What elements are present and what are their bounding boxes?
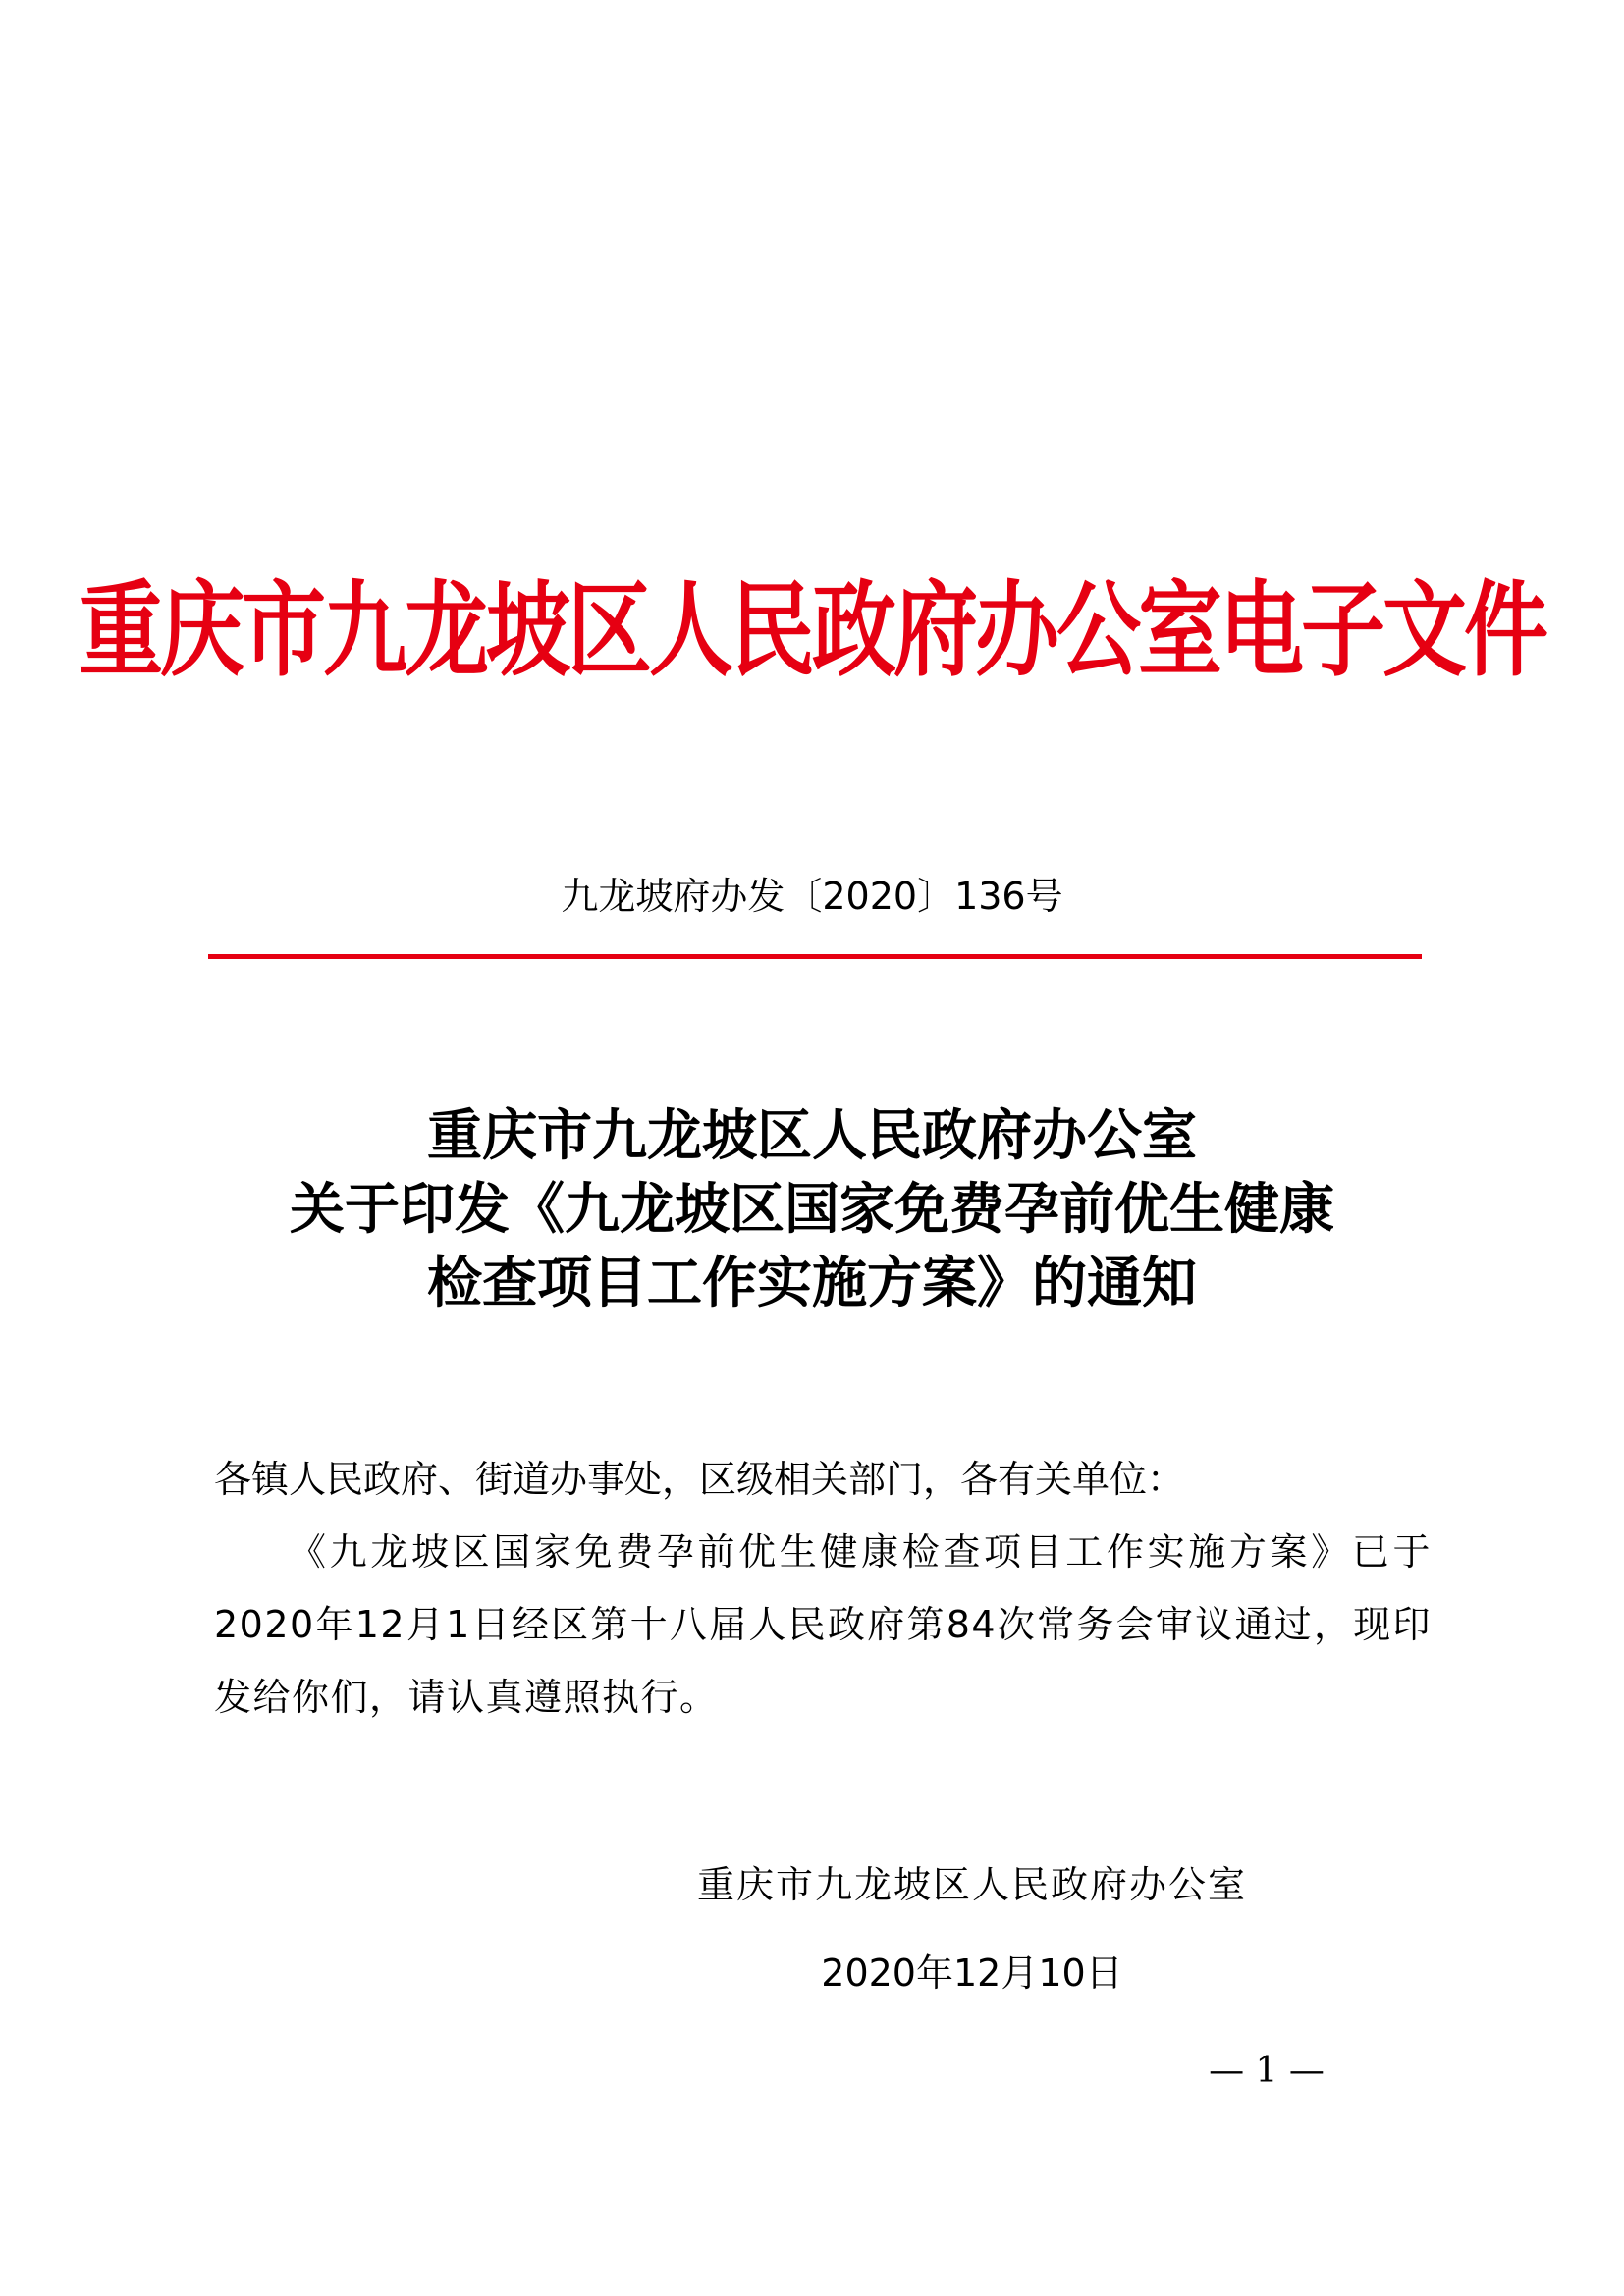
document-number: 九龙坡府办发〔2020〕136号	[561, 875, 1063, 918]
issue-date: 2020年12月10日	[821, 1951, 1123, 1995]
page-number: — 1 —	[1209, 2051, 1325, 2091]
title-line-1: 重庆市九龙坡区人民政府办公室	[427, 1103, 1197, 1168]
issuer-signature: 重庆市九龙坡区人民政府办公室	[696, 1863, 1247, 1906]
title-line-2: 关于印发《九龙坡区国家免费孕前优生健康	[290, 1177, 1334, 1242]
masthead-title: 重庆市九龙坡区人民政府办公室电子文件	[79, 571, 1545, 692]
title-line-3: 检查项目工作实施方案》的通知	[427, 1251, 1197, 1315]
salutation: 各镇人民政府、街道办事处，区级相关部门，各有关单位：	[214, 1458, 1185, 1501]
body-paragraph: 《九龙坡区国家免费孕前优生健康检查项目工作实施方案》已于2020年12月1日经区第十八届人民政府第84次常务会审议通过，现印发给你们，请认真遵照执行。	[214, 1530, 1432, 1719]
document-title	[0, 1099, 1624, 1320]
red-divider-line	[208, 954, 1422, 959]
